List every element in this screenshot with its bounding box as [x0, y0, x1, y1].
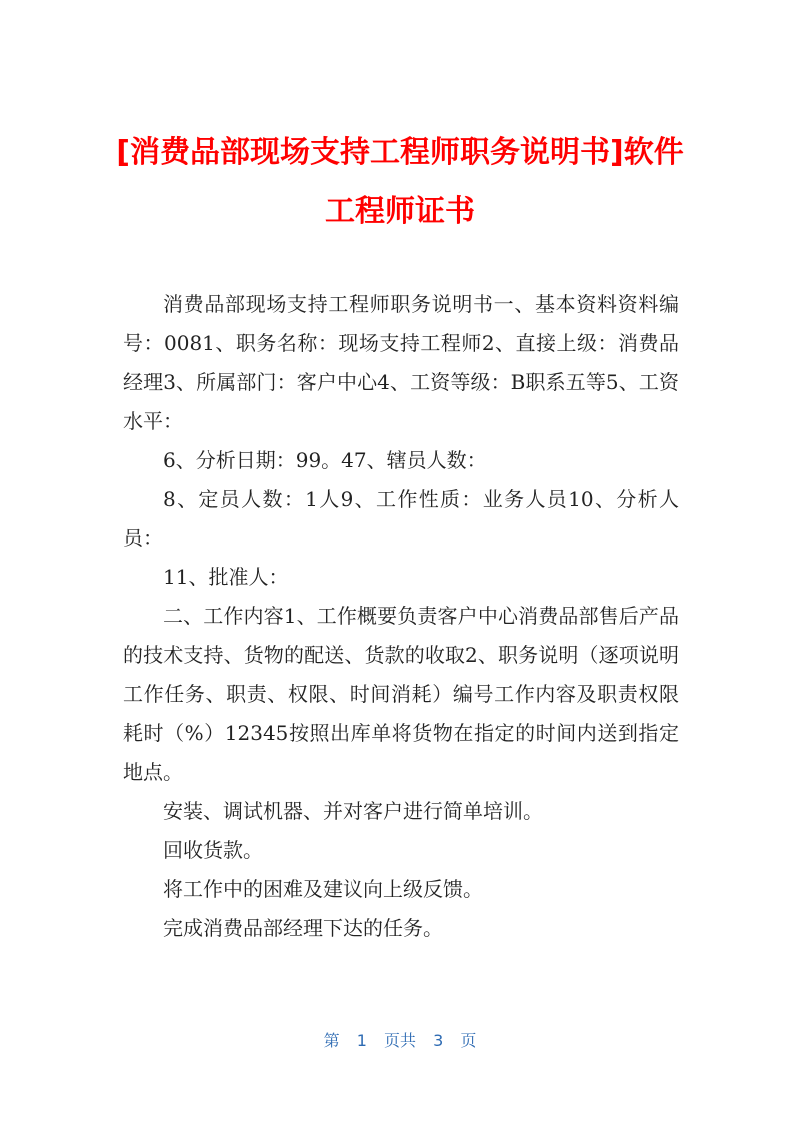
paragraph: 11、批准人： [163, 565, 289, 589]
paragraph: 二、工作内容1、工作概要负责客户中心消费品部售后产品的技术支持、货物的配送、货款的收取2、职务说明（逐项说明工作任务、职责、权限、时间消耗）编号工作内容及职责权限耗时（%）12345按照出库单将货物在指定的时间内送到指定地点。 [123, 604, 679, 784]
footer-prefix: 第 [323, 1031, 340, 1050]
document-body [123, 285, 679, 948]
footer-total-pages: 3 [433, 1031, 444, 1050]
footer-suffix: 页 [460, 1031, 477, 1050]
paragraph: 完成消费品部经理下达的任务。 [163, 916, 443, 940]
page-footer [0, 1028, 800, 1051]
paragraph: 回收货款。 [163, 838, 263, 862]
document-title-line2: 工程师证书 [325, 194, 475, 229]
paragraph: 将工作中的困难及建议向上级反馈。 [163, 877, 483, 901]
paragraph: 8、定员人数：1人9、工作性质：业务人员10、分析人员： [123, 487, 679, 550]
footer-middle: 页共 [383, 1031, 416, 1050]
footer-page-number: 1 [356, 1031, 367, 1050]
paragraph: 6、分析日期：99。47、辖员人数： [163, 448, 487, 472]
document-title-line1: [消费品部现场支持工程师职务说明书]软件 [116, 135, 684, 170]
paragraph: 安装、调试机器、并对客户进行简单培训。 [163, 799, 543, 823]
paragraph: 消费品部现场支持工程师职务说明书一、基本资料资料编号：0081、职务名称：现场支持工程师2、直接上级：消费品经理3、所属部门：客户中心4、工资等级：B职系五等5、工资水平： [123, 292, 679, 433]
